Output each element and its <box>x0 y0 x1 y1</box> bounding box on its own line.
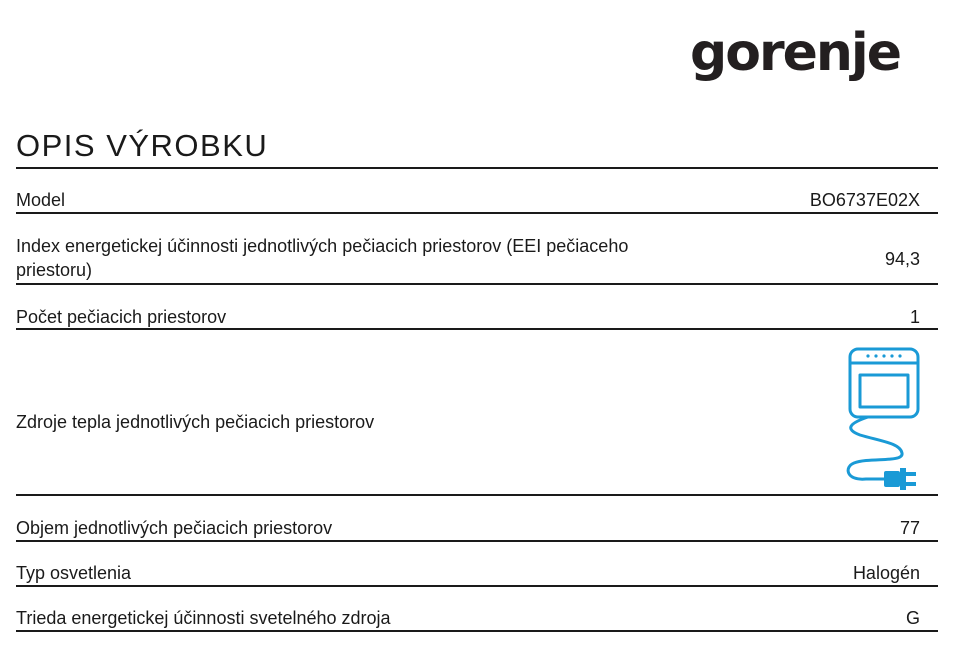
row-divider <box>16 494 938 496</box>
electric-oven-plug-icon <box>840 345 930 495</box>
row-value-model: BO6737E02X <box>809 190 920 210</box>
brand-logo: gorenje <box>690 23 900 83</box>
row-value-volume: 77 <box>899 518 920 538</box>
row-divider <box>16 540 938 542</box>
row-divider <box>16 283 938 285</box>
row-label-lighting-type: Typ osvetlenia <box>16 563 132 583</box>
row-value-light-energy-class: G <box>905 608 920 628</box>
title-divider <box>16 167 938 169</box>
row-label-eei: Index energetickej účinnosti jednotlivých pečiacich priestorov (EEI pečiaceho priestoru) <box>16 236 629 280</box>
row-label-volume: Objem jednotlivých pečiacich priestorov <box>16 518 333 538</box>
row-label-light-energy-class: Trieda energetickej účinnosti svetelného zdroja <box>16 608 391 628</box>
row-label-cavity-count: Počet pečiacich priestorov <box>16 307 227 327</box>
page-title: OPIS VÝROBKU <box>16 128 269 163</box>
row-divider <box>16 585 938 587</box>
row-divider <box>16 630 938 632</box>
row-label-model: Model <box>16 190 66 210</box>
row-divider <box>16 328 938 330</box>
row-value-lighting-type: Halogén <box>852 563 920 583</box>
row-value-eei: 94,3 <box>884 249 920 269</box>
row-label-heat-source: Zdroje tepla jednotlivých pečiacich priestorov <box>16 412 375 432</box>
row-value-cavity-count: 1 <box>909 307 920 327</box>
row-divider <box>16 212 938 214</box>
